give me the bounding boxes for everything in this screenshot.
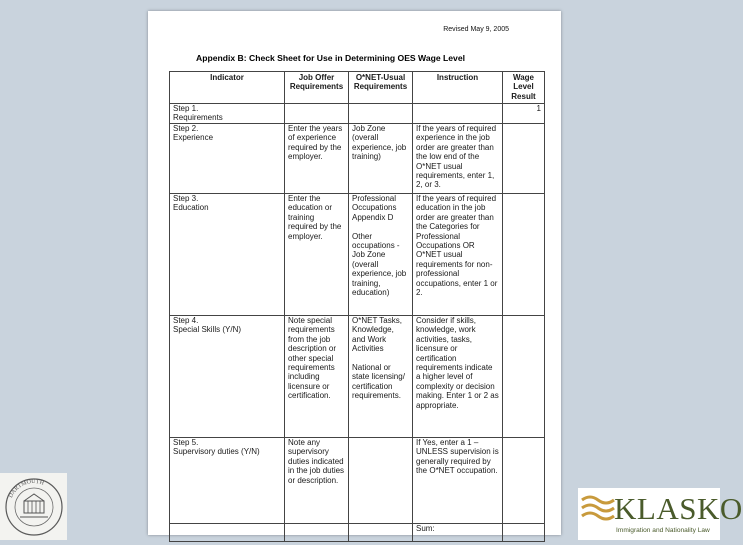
cell-job-offer bbox=[285, 524, 349, 542]
table-row bbox=[170, 104, 545, 124]
logo-wordmark: KLASKO bbox=[614, 491, 743, 526]
logo-tagline: Immigration and Nationality Law bbox=[616, 527, 710, 534]
revised-date: Revised May 9, 2005 bbox=[443, 26, 509, 33]
cell-sum-label: Sum: bbox=[413, 524, 503, 542]
cell-onet bbox=[349, 104, 413, 124]
table-header-row bbox=[170, 72, 545, 104]
crest-lettering-icon bbox=[0, 473, 67, 540]
svg-text:DARTMOUTH: DARTMOUTH bbox=[8, 478, 45, 500]
cell-indicator bbox=[170, 124, 285, 194]
cell-result bbox=[503, 438, 545, 524]
cell-instruction: If the years of required experience in the job order are greater than the low end of the O*NET usual requirements, enter 1, 2, or 3. bbox=[413, 124, 503, 194]
cell-onet: Job Zone (overall experience, job training) bbox=[349, 124, 413, 194]
cell-onet bbox=[349, 438, 413, 524]
cell-result bbox=[503, 316, 545, 438]
header-instruction: Instruction bbox=[413, 72, 503, 104]
header-indicator: Indicator bbox=[170, 72, 285, 104]
document-title: Appendix B: Check Sheet for Use in Determining OES Wage Level bbox=[196, 53, 466, 63]
cell-job-offer: Enter the education or training required by the employer. bbox=[285, 194, 349, 316]
cell-indicator bbox=[170, 524, 285, 542]
table-row bbox=[170, 438, 545, 524]
table-row bbox=[170, 316, 545, 438]
cell-onet bbox=[349, 524, 413, 542]
indicator-text: Step 4. Special Skills (Y/N) bbox=[173, 316, 242, 335]
indicator-text: Step 3. Education bbox=[173, 194, 209, 213]
cell-indicator bbox=[170, 316, 285, 438]
cell-instruction: If Yes, enter a 1 – UNLESS supervision is generally required by the O*NET occupation. bbox=[413, 438, 503, 524]
header-wage-level: Wage Level Result bbox=[503, 72, 545, 104]
indicator-text: Step 2. Experience bbox=[173, 124, 214, 143]
cell-instruction: Consider if skills, knowledge, work activities, tasks, licensure or certification requirements indicate a higher level of complexity or decision making. Enter 1 or 2 as appropriate. bbox=[413, 316, 503, 438]
cell-job-offer bbox=[285, 104, 349, 124]
cell-result: 1 bbox=[503, 104, 545, 124]
table-row bbox=[170, 194, 545, 316]
cell-onet bbox=[349, 316, 413, 438]
cell-indicator bbox=[170, 438, 285, 524]
header-job-offer: Job Offer Requirements bbox=[285, 72, 349, 104]
cell-instruction bbox=[413, 104, 503, 124]
table-row bbox=[170, 524, 545, 542]
indicator-text: Step 5. Supervisory duties (Y/N) bbox=[173, 438, 260, 457]
cell-indicator bbox=[170, 194, 285, 316]
wave-mark-icon bbox=[580, 492, 616, 532]
cell-result bbox=[503, 124, 545, 194]
onet-text: O*NET Tasks, Knowledge, and Work Activities National or state licensing/ certification requirements. bbox=[352, 316, 405, 401]
check-sheet-table bbox=[169, 71, 545, 542]
cell-onet bbox=[349, 194, 413, 316]
cell-indicator bbox=[170, 104, 285, 124]
table-row bbox=[170, 124, 545, 194]
onet-text: Professional Occupations Appendix D Other occupations - Job Zone (overall experience, job training, education) bbox=[352, 194, 407, 298]
cell-job-offer: Note any supervisory duties indicated in the job duties or description. bbox=[285, 438, 349, 524]
document-page bbox=[148, 11, 561, 535]
cell-job-offer: Note special requirements from the job description or other special requirements including licensure or certification. bbox=[285, 316, 349, 438]
header-onet: O*NET-Usual Requirements bbox=[349, 72, 413, 104]
cell-result bbox=[503, 194, 545, 316]
indicator-text: Step 1. Requirements bbox=[173, 104, 223, 123]
cell-result bbox=[503, 524, 545, 542]
dartmouth-crest bbox=[0, 473, 67, 540]
cell-job-offer: Enter the years of experience required by the employer. bbox=[285, 124, 349, 194]
klasko-logo bbox=[578, 488, 743, 540]
cell-instruction: If the years of required education in the job order are greater than the Categories for Professional Occupations OR O*NET usual requirements for non-professional occupations, enter 1 or 2. bbox=[413, 194, 503, 316]
